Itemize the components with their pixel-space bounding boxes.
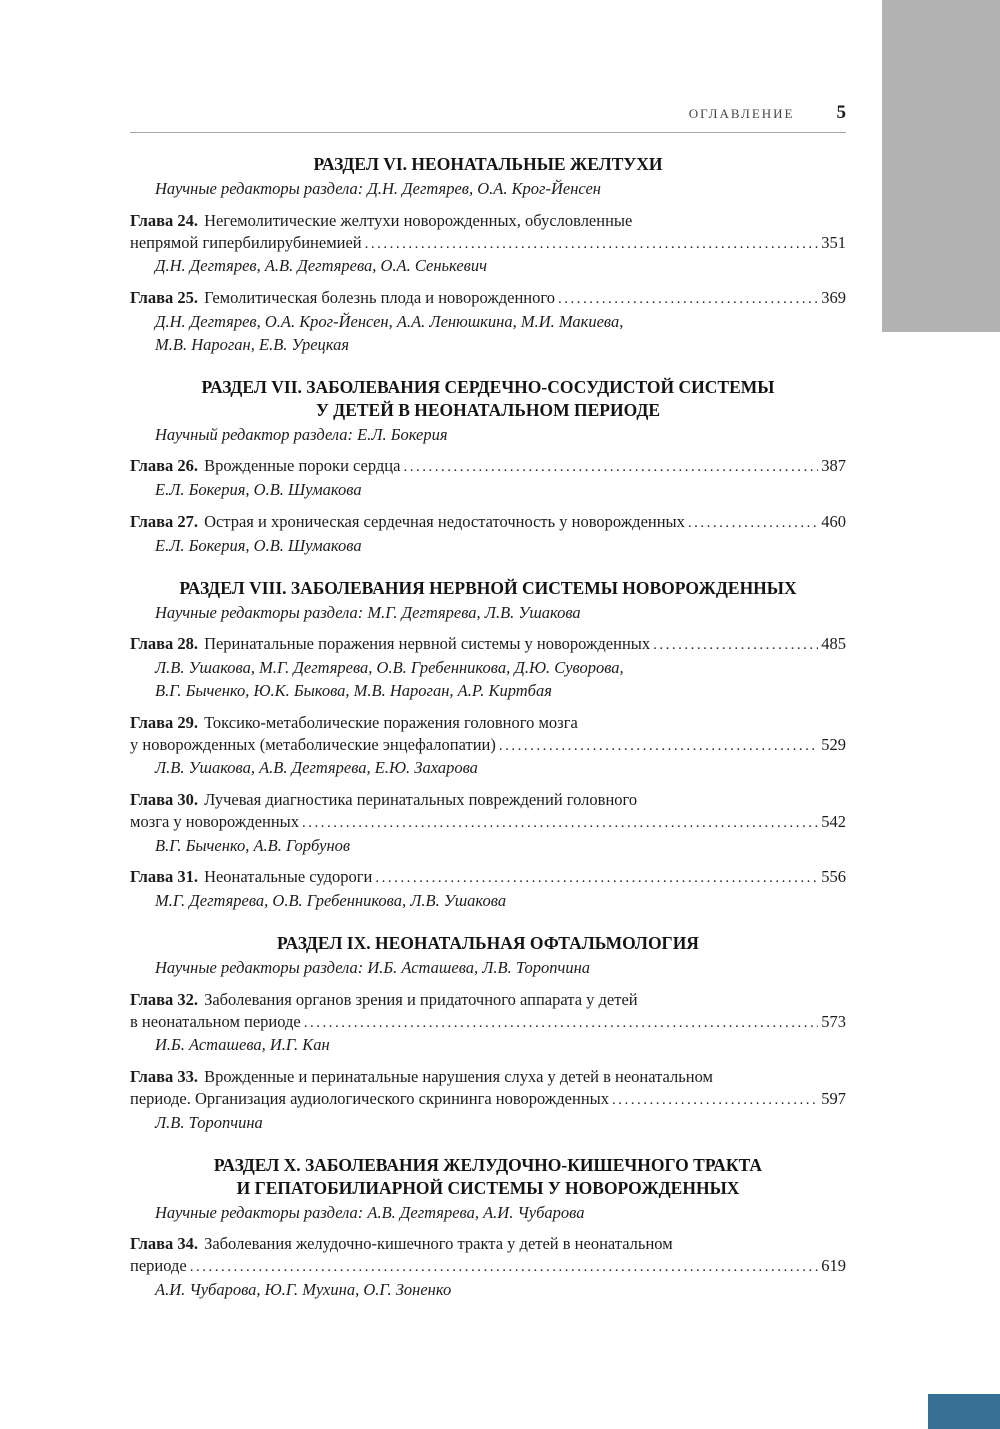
chapter-authors: Е.Л. Бокерия, О.В. Шумакова (155, 535, 362, 555)
chapter-dotline (130, 1011, 846, 1034)
toc-entry-ch34 (130, 1233, 846, 1300)
section-editors: Научные редакторы раздела: Д.Н. Дегтярев, О.А. Крог-Йенсен (155, 179, 601, 199)
chapter-title-text: Токсико-метаболические поражения головного мозга (204, 712, 578, 732)
page-edge-tab-gray (882, 0, 1000, 332)
chapter-page-number: 542 (821, 811, 846, 831)
chapter-dotline (130, 511, 846, 534)
chapter-title-text: Заболевания желудочно-кишечного тракта у детей в неонатальном (204, 1234, 673, 1254)
chapter-title-text: непрямой гипербилирубинемией (130, 232, 362, 252)
dot-leader (688, 511, 818, 534)
chapter-dotline (130, 455, 846, 478)
chapter-authors: И.Б. Асташева, И.Г. Кан (155, 1035, 330, 1055)
chapter-page-number: 619 (821, 1256, 846, 1276)
toc-entry-ch32 (130, 989, 846, 1056)
dot-leader (653, 633, 818, 656)
chapter-label: Глава 27. Острая и хроническая сердечная недостаточность у новорожденных (130, 512, 685, 532)
chapter-label: Глава 30. (130, 790, 199, 810)
toc-entry-ch27 (130, 511, 846, 557)
dot-leader (302, 811, 818, 834)
chapter-label: Глава 29. (130, 712, 199, 732)
chapter-title-text: Заболевания органов зрения и придаточного аппарата у детей (204, 989, 638, 1009)
chapter-title-text: Неонатальные судороги (204, 867, 373, 887)
chapter-title-line (130, 1233, 846, 1255)
chapter-title-line (130, 789, 846, 811)
chapter-label: Глава 26. Врожденные пороки сердца (130, 456, 401, 476)
toc-page (130, 102, 846, 1301)
chapter-label: Глава 34. (130, 1234, 199, 1254)
chapter-page-number: 597 (821, 1088, 846, 1108)
chapter-authors: Д.Н. Дегтярев, А.В. Дегтярева, О.А. Сенькевич (155, 256, 487, 276)
toc-entry-ch28 (130, 633, 846, 701)
toc-entry-ch25 (130, 287, 846, 355)
chapter-page-number: 387 (821, 456, 846, 476)
toc-entry-ch29 (130, 712, 846, 779)
chapter-page-number: 460 (821, 512, 846, 532)
dot-leader (499, 734, 818, 757)
chapter-label: Глава 33. (130, 1067, 199, 1087)
page-number: 5 (836, 102, 846, 123)
chapter-title-text: периоде (130, 1256, 187, 1276)
chapter-authors: Д.Н. Дегтярев, О.А. Крог-Йенсен, А.А. Ленюшкина, М.И. Макиева, (155, 311, 624, 331)
chapter-label: Глава 31. Неонатальные судороги (130, 867, 373, 887)
toc-entry-ch33 (130, 1066, 846, 1133)
toc-section-ix (130, 932, 846, 1134)
chapter-title-line (130, 989, 846, 1011)
toc-entry-ch24 (130, 210, 846, 277)
chapter-title-line (130, 1066, 846, 1088)
chapter-page-number: 529 (821, 734, 846, 754)
chapter-title-text: Негемолитические желтухи новорожденных, обусловленные (204, 210, 633, 230)
chapter-title-line (130, 712, 846, 734)
dot-leader (304, 1011, 819, 1034)
chapter-title-line (130, 210, 846, 232)
chapter-page-number: 485 (821, 634, 846, 654)
chapter-authors: В.Г. Быченко, Ю.К. Быкова, М.В. Нароган, А.Р. Киртбая (155, 681, 552, 701)
section-title: И ГЕПАТОБИЛИАРНОЙ СИСТЕМЫ У НОВОРОЖДЕННЫХ (236, 1177, 740, 1198)
section-editors: Научные редакторы раздела: А.В. Дегтярева, А.И. Чубарова (155, 1202, 585, 1222)
toc-section-vii (130, 376, 846, 557)
section-editors: Научный редактор раздела: Е.Л. Бокерия (155, 424, 448, 444)
toc-section-x (130, 1154, 846, 1301)
chapter-authors: Е.Л. Бокерия, О.В. Шумакова (155, 480, 362, 500)
chapter-title-text: Гемолитическая болезнь плода и новорожденного (204, 288, 555, 308)
chapter-title-text: Острая и хроническая сердечная недостаточность у новорожденных (204, 512, 685, 532)
chapter-authors: М.Г. Дегтярева, О.В. Гребенникова, Л.В. Ушакова (155, 891, 507, 911)
dot-leader (612, 1088, 818, 1111)
section-editors: Научные редакторы раздела: И.Б. Асташева, Л.В. Торопчина (155, 958, 591, 978)
chapter-page-number: 369 (821, 288, 846, 308)
section-title: РАЗДЕЛ VIII. ЗАБОЛЕВАНИЯ НЕРВНОЙ СИСТЕМЫ НОВОРОЖДЕННЫХ (179, 577, 797, 598)
running-title: ОГЛАВЛЕНИЕ (688, 106, 795, 121)
chapter-label: Глава 24. (130, 210, 199, 230)
page-edge-tab-blue (928, 1394, 1000, 1429)
section-title: РАЗДЕЛ VI. НЕОНАТАЛЬНЫЕ ЖЕЛТУХИ (313, 154, 663, 174)
chapter-title-text: периоде. Организация аудиологического скрининга новорожденных (130, 1088, 609, 1108)
dot-leader (375, 866, 818, 889)
toc-entry-ch30 (130, 789, 846, 856)
chapter-dotline (130, 287, 846, 310)
chapter-authors: Л.В. Торопчина (155, 1112, 263, 1132)
chapter-label: Глава 32. (130, 989, 199, 1009)
section-title: РАЗДЕЛ X. ЗАБОЛЕВАНИЯ ЖЕЛУДОЧНО-КИШЕЧНОГО ТРАКТА (213, 1154, 763, 1175)
dot-leader (365, 232, 819, 255)
toc-section-viii (130, 577, 846, 912)
chapter-authors: Л.В. Ушакова, М.Г. Дегтярева, О.В. Гребенникова, Д.Ю. Суворова, (155, 658, 624, 678)
chapter-dotline (130, 1088, 846, 1111)
chapter-page-number: 351 (821, 232, 846, 252)
chapter-title-text: Перинатальные поражения нервной системы у новорожденных (204, 634, 651, 654)
chapter-title-text: Врожденные пороки сердца (204, 456, 401, 476)
chapter-authors: М.В. Нароган, Е.В. Урецкая (155, 334, 350, 354)
chapter-title-text: мозга у новорожденных (130, 811, 300, 831)
section-title: РАЗДЕЛ IX. НЕОНАТАЛЬНАЯ ОФТАЛЬМОЛОГИЯ (277, 933, 699, 953)
chapter-dotline (130, 232, 846, 255)
chapter-dotline (130, 866, 846, 889)
chapter-dotline (130, 734, 846, 757)
section-editors: Научные редакторы раздела: М.Г. Дегтярева, Л.В. Ушакова (155, 602, 581, 622)
dot-leader (403, 455, 818, 478)
section-title: РАЗДЕЛ VII. ЗАБОЛЕВАНИЯ СЕРДЕЧНО-СОСУДИСТОЙ СИСТЕМЫ (201, 376, 775, 397)
chapter-page-number: 556 (821, 867, 846, 887)
chapter-title-text: в неонатальном периоде (130, 1011, 301, 1031)
chapter-page-number: 573 (821, 1011, 846, 1031)
section-title: У ДЕТЕЙ В НЕОНАТАЛЬНОМ ПЕРИОДЕ (315, 399, 661, 420)
chapter-dotline (130, 811, 846, 834)
dot-leader (190, 1255, 819, 1278)
chapter-dotline (130, 1255, 846, 1278)
chapter-authors: Л.В. Ушакова, А.В. Дегтярева, Е.Ю. Захарова (155, 758, 478, 778)
chapter-title-text: Врожденные и перинатальные нарушения слуха у детей в неонатальном (204, 1067, 713, 1087)
chapter-label: Глава 28. Перинатальные поражения нервной системы у новорожденных (130, 634, 651, 654)
toc-section-vi (130, 153, 846, 356)
chapter-label: Глава 25. Гемолитическая болезнь плода и новорожденного (130, 288, 555, 308)
toc-entry-ch31 (130, 866, 846, 912)
toc-entry-ch26 (130, 455, 846, 501)
chapter-title-text: Лучевая диагностика перинатальных повреждений головного (204, 790, 638, 810)
dot-leader (558, 287, 818, 310)
chapter-authors: А.И. Чубарова, Ю.Г. Мухина, О.Г. Зоненко (155, 1280, 452, 1300)
chapter-title-text: у новорожденных (метаболические энцефалопатии) (130, 734, 496, 754)
chapter-dotline (130, 633, 846, 656)
chapter-authors: В.Г. Быченко, А.В. Горбунов (155, 835, 351, 855)
page-header (130, 102, 846, 133)
